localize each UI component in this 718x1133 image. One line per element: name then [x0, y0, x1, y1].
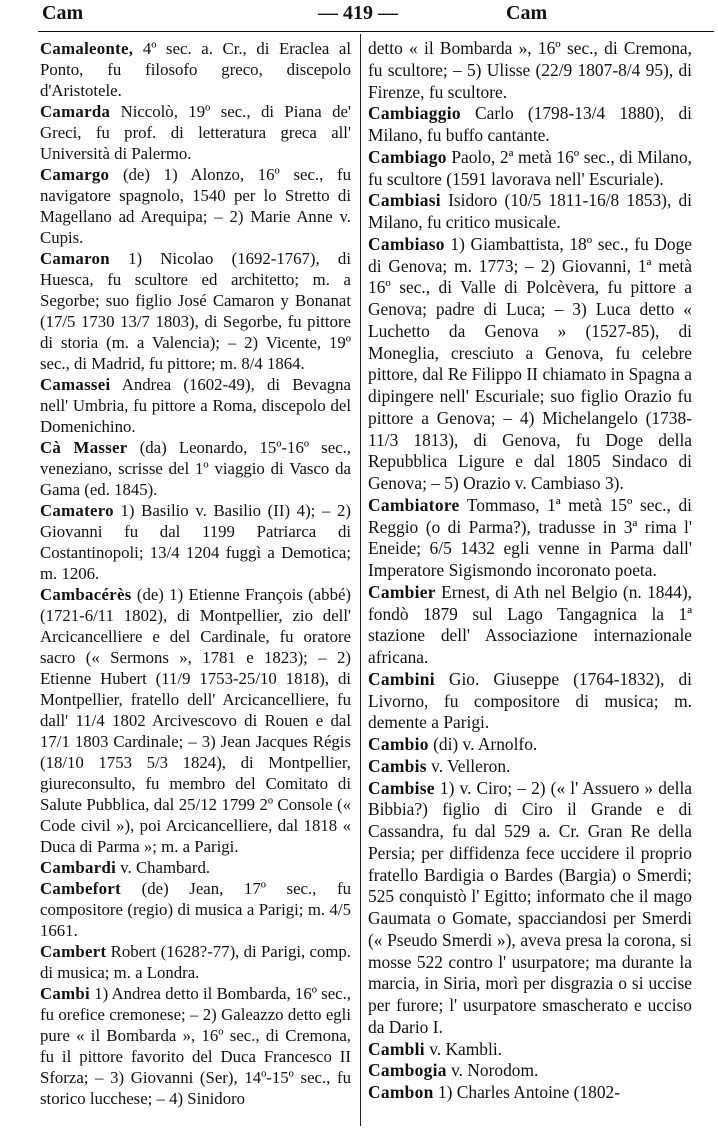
entry-headword: Cambiaggio: [368, 103, 461, 124]
entry-text: detto « il Bombarda », 16º sec., di Cremona, fu scultore; – 5) Ulisse (22/9 1807-8/4 95), di Firenze, fu scultore.: [368, 38, 692, 102]
entry-text: Robert (1628?-77), di Parigi, comp. di musica; m. a Londra.: [40, 942, 351, 982]
dictionary-entry: [40, 437, 351, 500]
dictionary-entry: [368, 495, 692, 582]
dictionary-entry: [368, 1082, 692, 1104]
entry-text: (de) 1) Alonzo, 16º sec., fu navigatore spagnolo, 1540 per lo Stretto di Magellano ad Arequipa; – 2) Marie Anne v. Cupis.: [40, 165, 351, 247]
header-rule: [38, 31, 714, 32]
entry-text: 1) Charles Antoine (1802-: [433, 1082, 621, 1102]
entry-text: Ernest, di Ath nel Belgio (n. 1844), fondò 1879 sul Lago Tangagnica la 1ª stazione dell' Associazione internazionale africana.: [368, 581, 692, 667]
entry-text: Gio. Giuseppe (1764-1832), di Livorno, fu compositore di musica; m. demente a Parigi.: [368, 668, 692, 733]
dictionary-entry: [368, 756, 692, 778]
dictionary-entry: [368, 234, 692, 495]
dictionary-entry: [40, 374, 351, 437]
dictionary-entry: [368, 190, 692, 234]
entry-headword: Camarda: [40, 102, 111, 121]
entry-headword: Cambiago: [368, 146, 447, 167]
entry-text: Isidoro (10/5 1811-16/8 1853), di Milano, fu critico musicale.: [368, 190, 692, 232]
dictionary-entry: [368, 669, 692, 734]
entry-text: Paolo, 2ª metà 16º sec., di Milano, fu scultore (1591 lavorava nell' Escuriale).: [368, 146, 692, 189]
entry-text: 1) Andrea detto il Bombarda, 16º sec., fu orefice cremonese; – 2) Galeazzo detto egli pure « il Bombarda », 16º sec., di Cremona, fu il pittore favorito del Duca Francesco II Sforza; – 3) Giovanni (Ser), 14º-15º sec., fu storico lucchese; – 4) Sinidoro: [40, 984, 351, 1108]
dictionary-entry: [40, 857, 351, 878]
entry-headword: Cambon: [368, 1082, 434, 1102]
entry-headword: Cambise: [368, 777, 435, 798]
dictionary-entry: [368, 1060, 692, 1082]
dictionary-entry: [40, 38, 351, 101]
entry-headword: Camaleonte,: [40, 39, 134, 58]
entry-text: v. Chambard.: [116, 858, 211, 877]
entry-headword: Cambiatore: [368, 494, 460, 515]
entry-headword: Camargo: [40, 165, 110, 184]
dictionary-entry: [40, 941, 351, 983]
entry-headword: Cambiaso: [368, 233, 445, 254]
dictionary-entry: [368, 1039, 692, 1061]
entry-headword: Cambert: [40, 942, 107, 961]
entry-headword: Cà Masser: [40, 438, 128, 457]
dictionary-entry: [368, 734, 692, 756]
dictionary-entry: [368, 103, 692, 147]
dictionary-entry: [40, 983, 351, 1109]
entry-headword: Cambini: [368, 668, 435, 689]
entry-text: v. Kambli.: [424, 1038, 503, 1059]
entry-text: Andrea (1602-49), di Bevagna nell' Umbria, fu pittore a Roma, discepolo del Domenichino.: [40, 375, 351, 436]
dictionary-entry: [40, 500, 351, 584]
entry-headword: Cambli: [368, 1038, 425, 1059]
left-column: [40, 38, 351, 1109]
running-head-left: Cam: [42, 2, 84, 24]
entry-text: Carlo (1798-13/4 1880), di Milano, fu buffo cantante.: [368, 103, 692, 145]
entry-headword: Cambacérès: [40, 585, 132, 604]
dictionary-entry: [368, 147, 692, 191]
entry-text: (de) 1) Etienne François (abbé) (1721-6/11 1802), di Montpellier, zio dell' Arcicancelliere e del Cardinale, fu oratore sacro (« Sermons », 1781 e 1823); – 2) Etienne Hubert (11/9 1753-25/10 1818), di Montpellier, fratello dell' Arcicancelliere, fu dall' 11/4 1802 Arcivescovo di Rouen e dal 17/1 1803 Cardinale; – 3) Jean Jacques Régis (18/10 1753 5/3 1824), di Montpellier, giureconsulto, fu membro del Comitato di Salute Pubblica, dal 25/12 1799 2º Console (« Code civil »), poi Arcicancelliere, dal 1818 « Duca di Parma »; m. a Parigi.: [40, 585, 351, 856]
entry-headword: Cambis: [368, 755, 427, 776]
entry-headword: Cambogia: [368, 1060, 447, 1081]
entry-text: 1) Giambattista, 18º sec., fu Doge di Genova; m. 1773; – 2) Giovanni, 1ª metà 16º sec., di Valle di Polcèvera, fu pittore a Genova; padre di Luca; – 3) Luca detto « Luchetto da Genova » (1527-85), di Moneglia, cresciuto a Genova, fu celebre pittore, dal Re Filippo II chiamato in Spagna a dipingere nell' Escuriale; suo figlio Orazio fu pittore a Genova; – 4) Michelangelo (1738-11/3 1813), di Genova, fu Doge della Repubblica Ligure e dal 1805 Sindaco di Genova; – 5) Orazio v. Cambiaso 3).: [368, 233, 692, 493]
entry-headword: Camassei: [40, 375, 111, 394]
entry-headword: Cambio: [368, 734, 429, 754]
entry-text: Tommaso, 1ª metà 15º sec., di Reggio (o di Parma?), tradusse in 3ª rima l' Eneide; 6/5 1432 egli venne in Parma dall' Imperatore Sigismondo incoronato poeta.: [368, 494, 692, 580]
page-number: — 419 —: [318, 2, 398, 24]
entry-text: 1) Nicolao (1692-1767), di Huesca, fu scultore ed architetto; m. a Segorbe; suo figlio José Camaron y Bonanat (17/5 1730 13/7 1803), di Segorbe, fu pittore di storia (m. a Valencia); – 2) Vicente, 19º sec., di Madrid, fu pittore; m. 8/4 1864.: [40, 249, 351, 373]
entry-headword: Cambiasi: [368, 190, 441, 211]
entry-headword: Cambier: [368, 581, 436, 602]
dictionary-entry: [368, 778, 692, 1039]
page-header: [0, 2, 718, 26]
entry-text: v. Norodom.: [446, 1060, 539, 1081]
dictionary-entry: [368, 38, 692, 103]
dictionary-entry: [40, 248, 351, 374]
running-head-right: Cam: [506, 2, 548, 24]
entry-headword: Cambefort: [40, 879, 121, 898]
entry-text: v. Velleron.: [426, 755, 511, 776]
entry-text: 1) v. Ciro; – 2) (« l' Assuero » della Bibbia?) figlio di Ciro il Grande e di Cassandra, fu dal 529 a. Cr. Gran Re della Persia; per diffidenza fece uccidere il proprio fratello Bardigia o Bardes (Bargia) o Smerdi; 525 conquistò l' Egitto; informato che il mago Gaumata o Gomate, spacciandosi per Smerdi (« Pseudo Smerdi »), aveva presa la corona, si mosse 522 contro l' usurpatore; ma durante la marcia, in Siria, morì per disgrazia o si uccise per furore; l' usurpatore smascherato e ucciso da Dario I.: [368, 777, 692, 1037]
dictionary-entry: [40, 101, 351, 164]
entry-text: 4º sec. a. Cr., di Eraclea al Ponto, fu filosofo greco, discepolo d'Aristotele.: [40, 39, 351, 100]
entry-headword: Cambi: [40, 984, 90, 1003]
entry-text: Niccolò, 19º sec., di Piana de' Greci, fu prof. di letteratura greca all' Università di Palermo.: [40, 102, 351, 163]
entry-headword: Cambardi: [40, 858, 117, 877]
entry-headword: Camaron: [40, 249, 110, 268]
entry-text: 1) Basilio v. Basilio (II) 4); – 2) Giovanni fu dal 1199 Patriarca di Costantinopoli; 13/4 1204 fuggì a Demotica; m. 1206.: [40, 501, 351, 583]
entry-text: (da) Leonardo, 15º-16º sec., veneziano, scrisse del 1º viaggio di Vasco da Gama (ed. 1845).: [40, 438, 351, 499]
right-column: [368, 38, 692, 1104]
entry-headword: Camatero: [40, 501, 114, 520]
dictionary-entry: [40, 878, 351, 941]
dictionary-entry: [40, 164, 351, 248]
dictionary-entry: [368, 582, 692, 669]
dictionary-entry: [40, 584, 351, 857]
column-divider: [360, 34, 361, 1126]
entry-text: (de) Jean, 17º sec., fu compositore (regio) di musica a Parigi; m. 4/5 1661.: [40, 879, 351, 940]
entry-text: (di) v. Arnolfo.: [428, 734, 538, 754]
